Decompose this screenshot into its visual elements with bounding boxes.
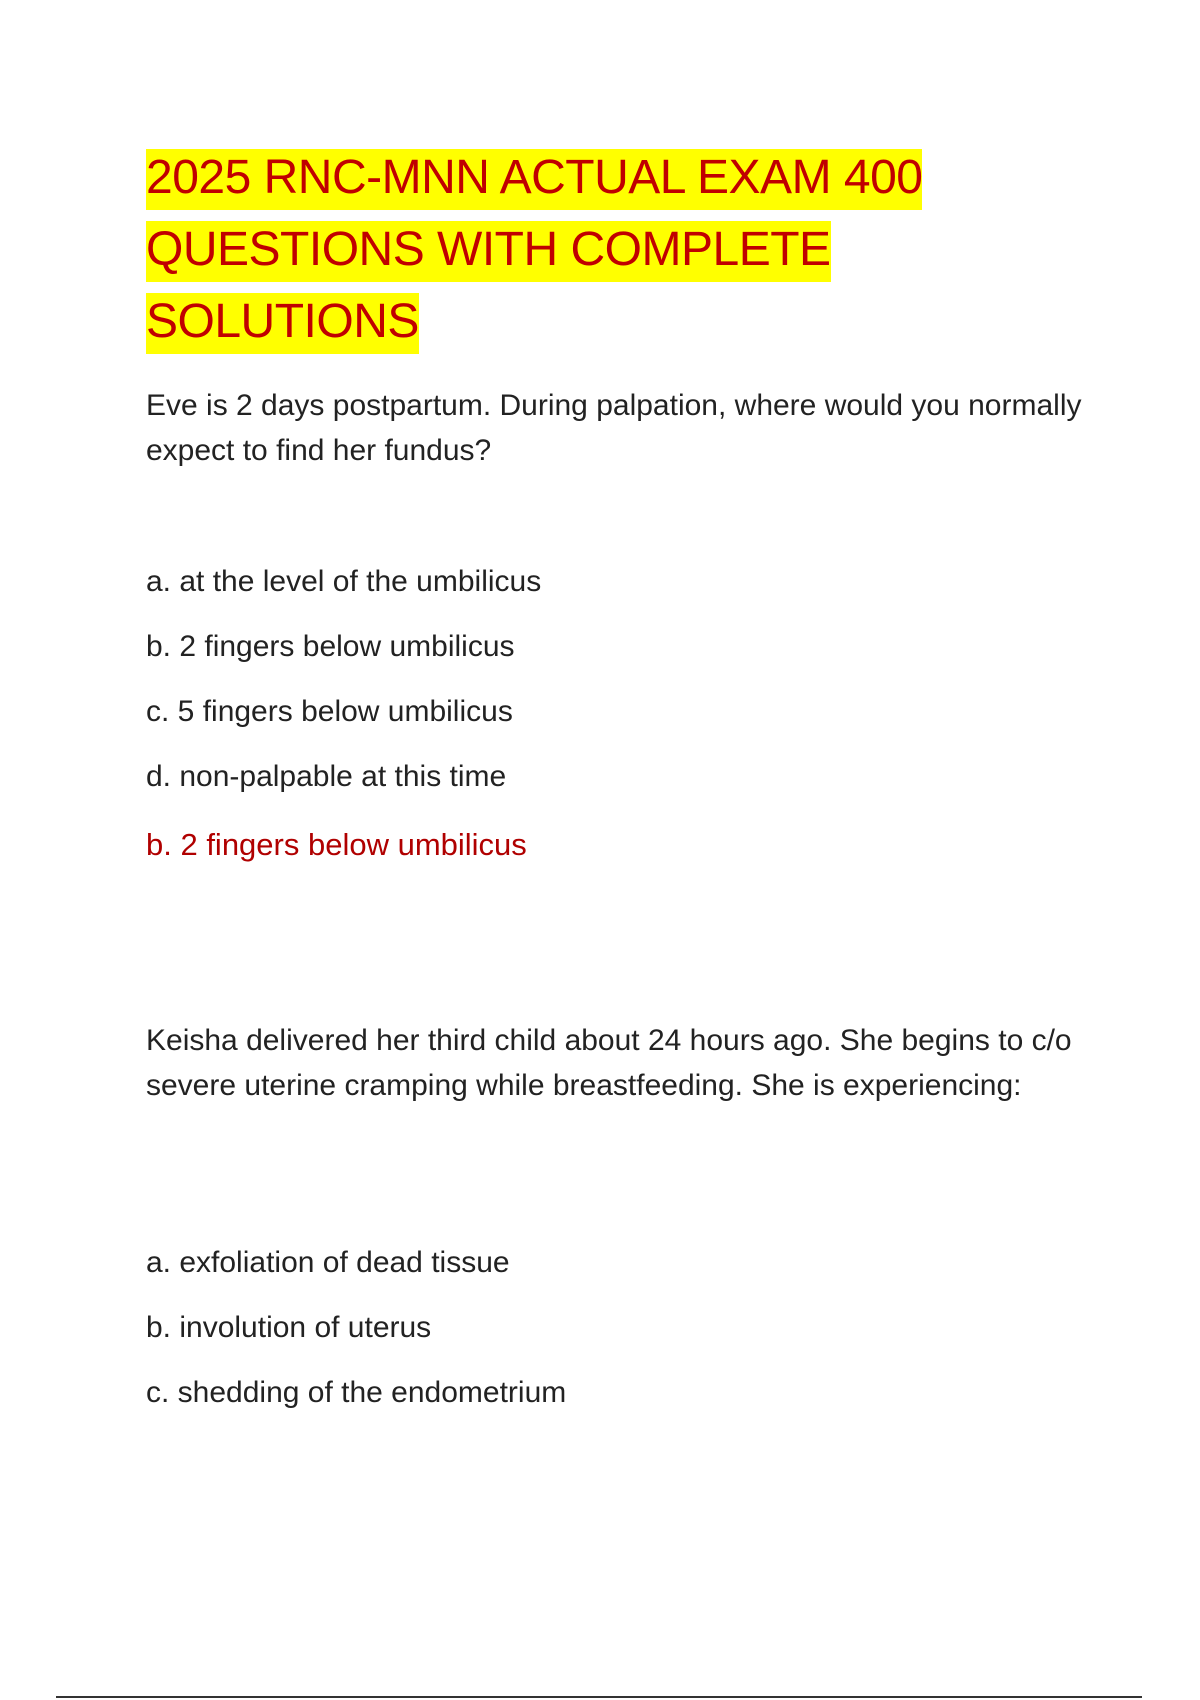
title-highlight xyxy=(146,149,922,354)
question-1-text: Eve is 2 days postpartum. During palpation, where would you normally expect to find her fundus? xyxy=(146,389,1082,467)
footer-divider xyxy=(56,1696,1142,1698)
question-1-answer: b. 2 fingers below umbilicus xyxy=(146,827,527,862)
question-1-option-d: d. non-palpable at this time xyxy=(146,760,507,793)
question-2-option-c: c. shedding of the endometrium xyxy=(146,1376,567,1409)
question-1-options xyxy=(146,567,541,827)
question-2-option-a: a. exfoliation of dead tissue xyxy=(146,1246,510,1279)
question-1-option-c: c. 5 fingers below umbilicus xyxy=(146,695,513,728)
question-2-options xyxy=(146,1248,566,1443)
title-line-1: 2025 RNC-MNN ACTUAL EXAM 400 xyxy=(146,151,923,204)
question-2-option-b: b. involution of uterus xyxy=(146,1311,432,1344)
document-title xyxy=(146,142,1076,358)
question-2-text: Keisha delivered her third child about 24 hours ago. She begins to c/o severe uterine cramping while breastfeeding. She is experiencing: xyxy=(146,1024,1072,1102)
question-1-option-a: a. at the level of the umbilicus xyxy=(146,565,542,598)
title-line-3: SOLUTIONS xyxy=(146,295,419,348)
question-1-option-b: b. 2 fingers below umbilicus xyxy=(146,630,515,663)
title-line-2: QUESTIONS WITH COMPLETE xyxy=(146,223,831,276)
